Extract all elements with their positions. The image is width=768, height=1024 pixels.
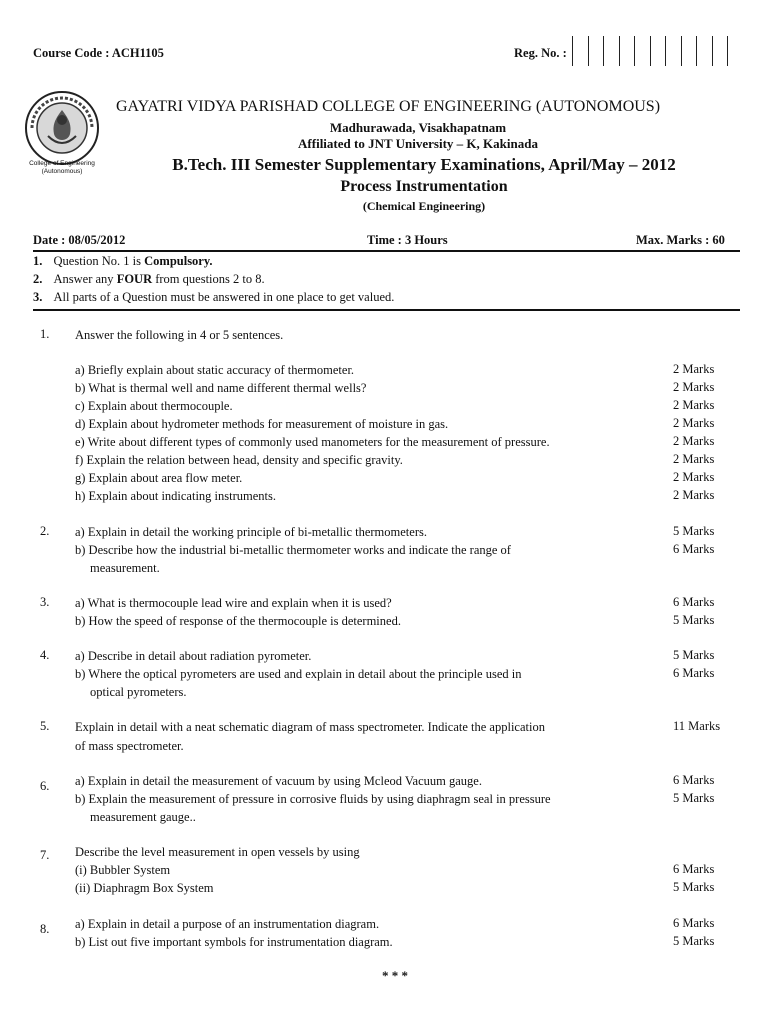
q2-part-b-cont: measurement. [90,561,160,575]
marks: 6 Marks [673,542,715,556]
question-number: 3. [40,595,50,609]
instruction-text: Answer any [53,272,117,286]
q7-part-a: (i) Bubbler System [75,863,171,877]
marks: 5 Marks [673,934,715,948]
instruction-number: 1. [33,254,43,268]
q1-part: h) Explain about indicating instruments. [75,489,277,503]
marks: 11 Marks [673,719,721,733]
instruction-text: Question No. 1 is [53,254,145,268]
instruction-bold: FOUR [116,272,153,286]
college-name: GAYATRI VIDYA PARISHAD COLLEGE OF ENGINEERING (AUTONOMOUS) [116,98,661,115]
question-number: 5. [40,719,50,733]
end-of-paper-mark: * * * [382,968,408,983]
question-number: 4. [40,648,50,662]
course-code: Course Code : ACH1105 [33,46,164,60]
q1-part: d) Explain about hydrometer methods for measurement of moisture in gas. [75,417,449,431]
instruction-number: 3. [33,290,43,304]
q4-part-b-cont: optical pyrometers. [90,685,187,699]
instruction-text-end: from questions 2 to 8. [152,272,265,286]
q1-part: e) Write about different types of commonly used manometers for the measurement of pressure. [75,435,550,449]
q4-part-a: a) Describe in detail about radiation pyrometer. [75,649,312,663]
exam-date: Date : 08/05/2012 [33,233,126,247]
branch: (Chemical Engineering) [362,199,486,213]
reg-no-boxes[interactable] [572,36,728,66]
logo-caption-line1: College of Engineering [29,160,95,167]
q5-text: Explain in detail with a neat schematic diagram of mass spectrometer. Indicate the application [75,720,545,734]
college-location: Madhurawada, Visakhapatnam [329,120,507,135]
q6-part-a: a) Explain in detail the measurement of vacuum by using Mcleod Vacuum gauge. [75,774,482,788]
marks: 2 Marks [673,434,715,448]
q5-text-cont: of mass spectrometer. [75,739,184,753]
exam-title: B.Tech. III Semester Supplementary Examinations, April/May – 2012 [172,155,676,174]
question-number: 7. [40,848,50,862]
marks: 2 Marks [673,362,715,376]
affiliation: Affiliated to JNT University – K, Kakinada [298,136,538,151]
marks: 6 Marks [673,773,715,787]
q3-part-a: a) What is thermocouple lead wire and explain when it is used? [75,596,392,610]
exam-time: Time : 3 Hours [367,233,448,247]
logo-caption-line2: (Autonomous) [41,168,83,175]
q1-part: f) Explain the relation between head, density and specific gravity. [75,453,403,467]
q7-stem: Describe the level measurement in open vessels by using [75,845,360,859]
marks: 6 Marks [673,666,715,680]
instruction-3 [33,290,394,305]
q2-part-b: b) Describe how the industrial bi-metallic thermometer works and indicate the range of [75,543,511,557]
question-number: 8. [40,922,50,936]
marks: 6 Marks [673,916,715,930]
marks: 5 Marks [673,648,715,662]
q2-part-a: a) Explain in detail the working principle of bi-metallic thermometers. [75,525,427,539]
marks: 6 Marks [673,595,715,609]
question-number: 2. [40,524,50,538]
instruction-2 [33,272,265,287]
q8-part-b: b) List out five important symbols for instrumentation diagram. [75,935,393,949]
marks: 2 Marks [673,416,715,430]
instructions-divider [33,309,740,311]
marks: 5 Marks [673,524,715,538]
instruction-number: 2. [33,272,43,286]
q6-part-b: b) Explain the measurement of pressure in corrosive fluids by using diaphragm seal in pressure [75,792,551,806]
q1-stem: Answer the following in 4 or 5 sentences. [75,328,284,342]
instruction-1 [33,254,213,269]
top-divider [33,250,740,252]
marks: 5 Marks [673,613,715,627]
marks: 5 Marks [673,880,715,894]
q6-part-b-cont: measurement gauge.. [90,810,196,824]
marks: 2 Marks [673,398,715,412]
marks: 2 Marks [673,488,715,502]
marks: 2 Marks [673,452,715,466]
marks: 5 Marks [673,791,715,805]
question-number: 6. [40,779,50,793]
q4-part-b: b) Where the optical pyrometers are used and explain in detail about the principle used in [75,667,522,681]
q3-part-b: b) How the speed of response of the thermocouple is determined. [75,614,401,628]
instruction-text: All parts of a Question must be answered in one place to get valued. [53,290,395,304]
q1-part: b) What is thermal well and name different thermal wells? [75,381,367,395]
question-number: 1. [40,327,50,341]
q7-part-b: (ii) Diaphragm Box System [75,881,214,895]
q8-part-a: a) Explain in detail a purpose of an instrumentation diagram. [75,917,380,931]
q1-part: g) Explain about area flow meter. [75,471,243,485]
q1-part: c) Explain about thermocouple. [75,399,233,413]
q1-part: a) Briefly explain about static accuracy of thermometer. [75,363,355,377]
subject-title: Process Instrumentation [340,178,508,195]
instruction-bold: Compulsory. [144,254,213,268]
max-marks: Max. Marks : 60 [636,233,725,247]
reg-no-label: Reg. No. : [514,46,567,60]
marks: 2 Marks [673,470,715,484]
marks: 2 Marks [673,380,715,394]
marks: 6 Marks [673,862,715,876]
